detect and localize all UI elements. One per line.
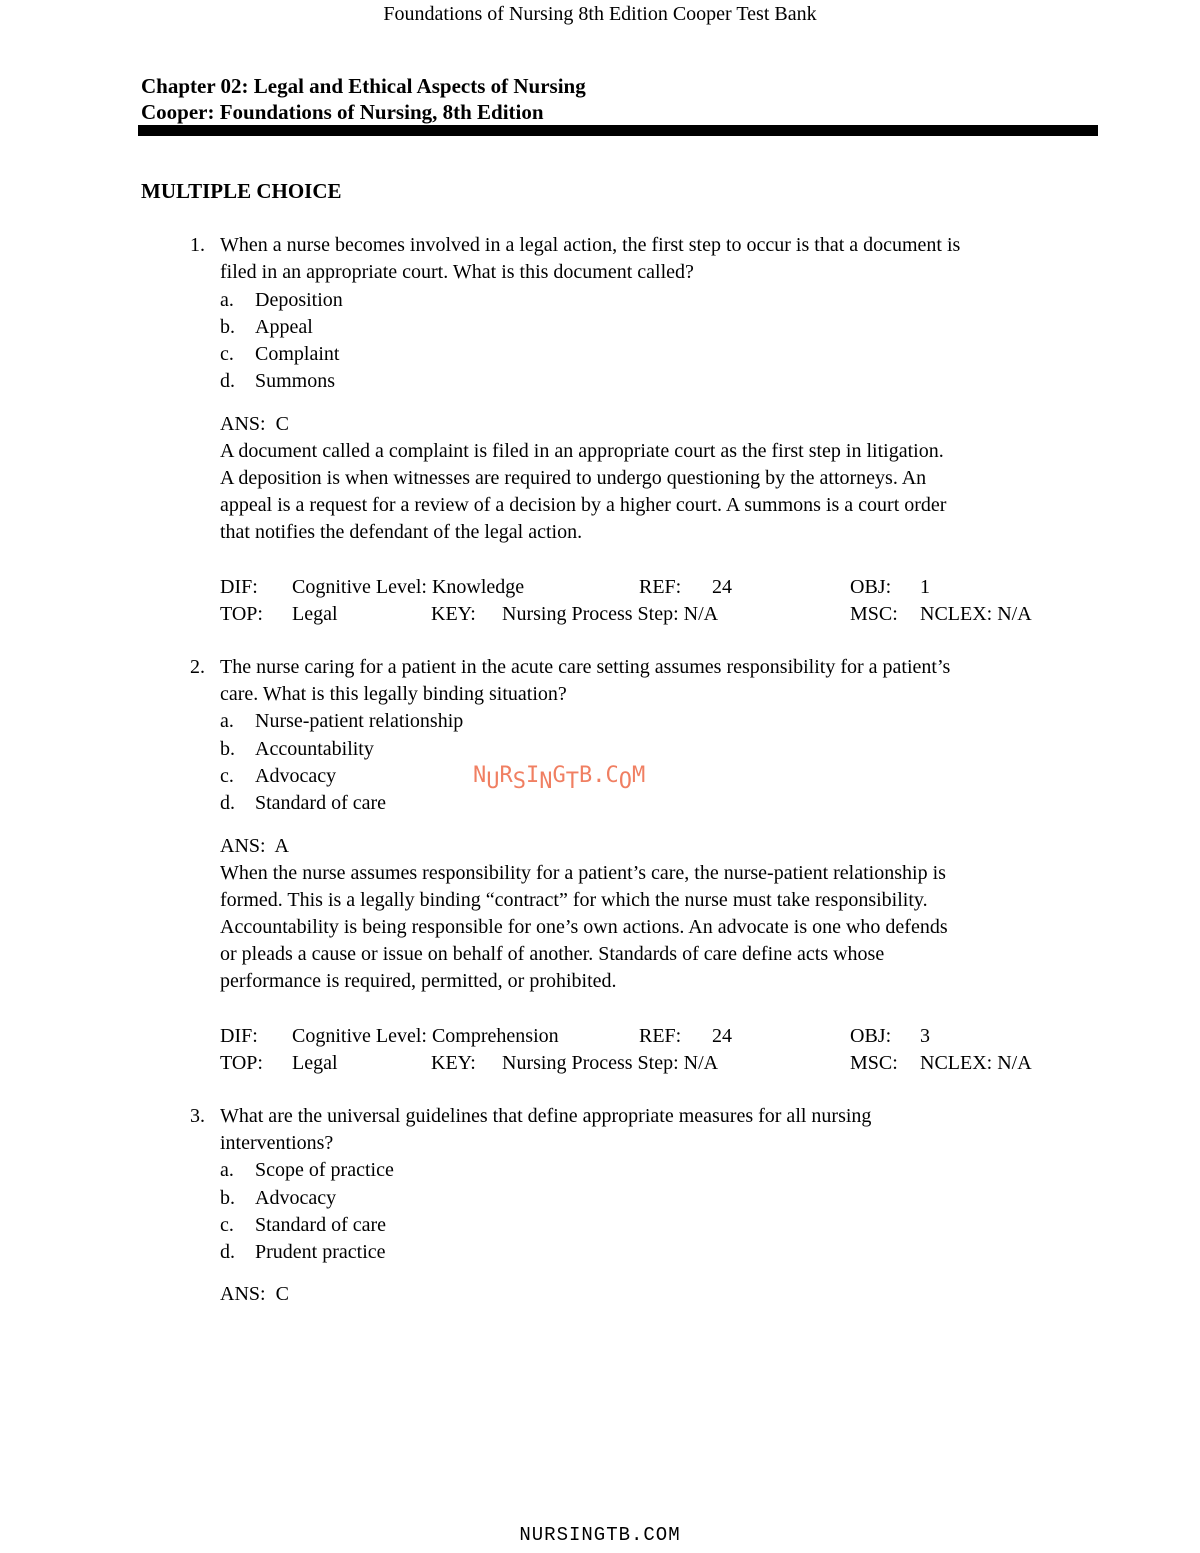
option-letter: b. (220, 1187, 235, 1209)
obj-value: 3 (920, 1025, 930, 1047)
dif-value: Cognitive Level: Comprehension (292, 1025, 559, 1047)
obj-label: OBJ: (850, 576, 892, 598)
option-text: Standard of care (255, 1214, 387, 1236)
key-label: KEY: (431, 1052, 476, 1074)
top-value: Legal (292, 603, 338, 625)
rationale-line: that notifies the defendant of the legal action. (220, 521, 583, 543)
key-value: Nursing Process Step: N/A (502, 603, 719, 625)
rationale-line: A deposition is when witnesses are required to undergo questioning by the attorneys. An (220, 467, 927, 489)
option-letter: b. (220, 316, 235, 338)
option-letter: c. (220, 765, 234, 787)
option-text: Advocacy (255, 1187, 337, 1209)
top-label: TOP: (220, 1052, 263, 1074)
msc-label: MSC: (850, 603, 898, 625)
answer-line: ANS: A (220, 835, 289, 857)
option-text: Prudent practice (255, 1241, 386, 1263)
option-text: Complaint (255, 343, 340, 365)
option-text: Accountability (255, 738, 374, 760)
msc-value: NCLEX: N/A (920, 1052, 1032, 1074)
dif-label: DIF: (220, 576, 258, 598)
option-letter: c. (220, 1214, 234, 1236)
option-text: Deposition (255, 289, 343, 311)
key-value: Nursing Process Step: N/A (502, 1052, 719, 1074)
footer-site: NURSINGTB.COM (519, 1524, 681, 1546)
section-heading: MULTIPLE CHOICE (141, 179, 342, 203)
ref-label: REF: (639, 1025, 682, 1047)
option-text: Summons (255, 370, 336, 392)
rationale-line: formed. This is a legally binding “contract” for which the nurse must take responsibility. (220, 889, 928, 911)
top-value: Legal (292, 1052, 338, 1074)
top-label: TOP: (220, 603, 263, 625)
option-letter: d. (220, 1241, 235, 1263)
option-letter: c. (220, 343, 234, 365)
msc-value: NCLEX: N/A (920, 603, 1032, 625)
answer-line: ANS: C (220, 1283, 289, 1305)
chapter-title: Chapter 02: Legal and Ethical Aspects of Nursing (141, 74, 586, 98)
question-stem-line: filed in an appropriate court. What is this document called? (220, 261, 694, 283)
option-letter: a. (220, 1159, 234, 1181)
question-number: 3. (190, 1105, 205, 1127)
obj-value: 1 (920, 576, 930, 598)
question-stem-line: When a nurse becomes involved in a legal action, the first step to occur is that a document is (220, 234, 961, 256)
ref-value: 24 (712, 1025, 732, 1047)
option-letter: d. (220, 370, 235, 392)
question-number: 2. (190, 656, 205, 678)
option-text: Standard of care (255, 792, 387, 814)
msc-label: MSC: (850, 1052, 898, 1074)
question-number: 1. (190, 234, 205, 256)
watermark-logo: NURSINGTB.COM (473, 763, 646, 794)
dif-value: Cognitive Level: Knowledge (292, 576, 525, 598)
book-title: Cooper: Foundations of Nursing, 8th Edition (141, 100, 544, 124)
question-stem-line: interventions? (220, 1132, 334, 1154)
option-letter: d. (220, 792, 235, 814)
question-stem-line: What are the universal guidelines that define appropriate measures for all nursing (220, 1105, 872, 1127)
option-text: Scope of practice (255, 1159, 394, 1181)
dif-label: DIF: (220, 1025, 258, 1047)
rationale-line: Accountability is being responsible for one’s own actions. An advocate is one who defends (220, 916, 948, 938)
key-label: KEY: (431, 603, 476, 625)
rationale-line: or pleads a cause or issue on behalf of another. Standards of care define acts whose (220, 943, 885, 965)
option-text: Appeal (255, 316, 313, 338)
ref-value: 24 (712, 576, 732, 598)
option-letter: b. (220, 738, 235, 760)
option-letter: a. (220, 289, 234, 311)
answer-line: ANS: C (220, 413, 289, 435)
option-text: Nurse-patient relationship (255, 710, 464, 732)
option-text: Advocacy (255, 765, 337, 787)
question-stem-line: care. What is this legally binding situation? (220, 683, 567, 705)
option-letter: a. (220, 710, 234, 732)
running-header: Foundations of Nursing 8th Edition Cooper Test Bank (383, 3, 817, 25)
question-stem-line: The nurse caring for a patient in the acute care setting assumes responsibility for a patient’s (220, 656, 951, 678)
rationale-line: A document called a complaint is filed in an appropriate court as the first step in litigation. (220, 440, 944, 462)
ref-label: REF: (639, 576, 682, 598)
rationale-line: When the nurse assumes responsibility for a patient’s care, the nurse-patient relationship is (220, 862, 946, 884)
title-rule (138, 125, 1098, 136)
rationale-line: performance is required, permitted, or prohibited. (220, 970, 617, 992)
rationale-line: appeal is a request for a review of a decision by a higher court. A summons is a court order (220, 494, 947, 516)
obj-label: OBJ: (850, 1025, 892, 1047)
